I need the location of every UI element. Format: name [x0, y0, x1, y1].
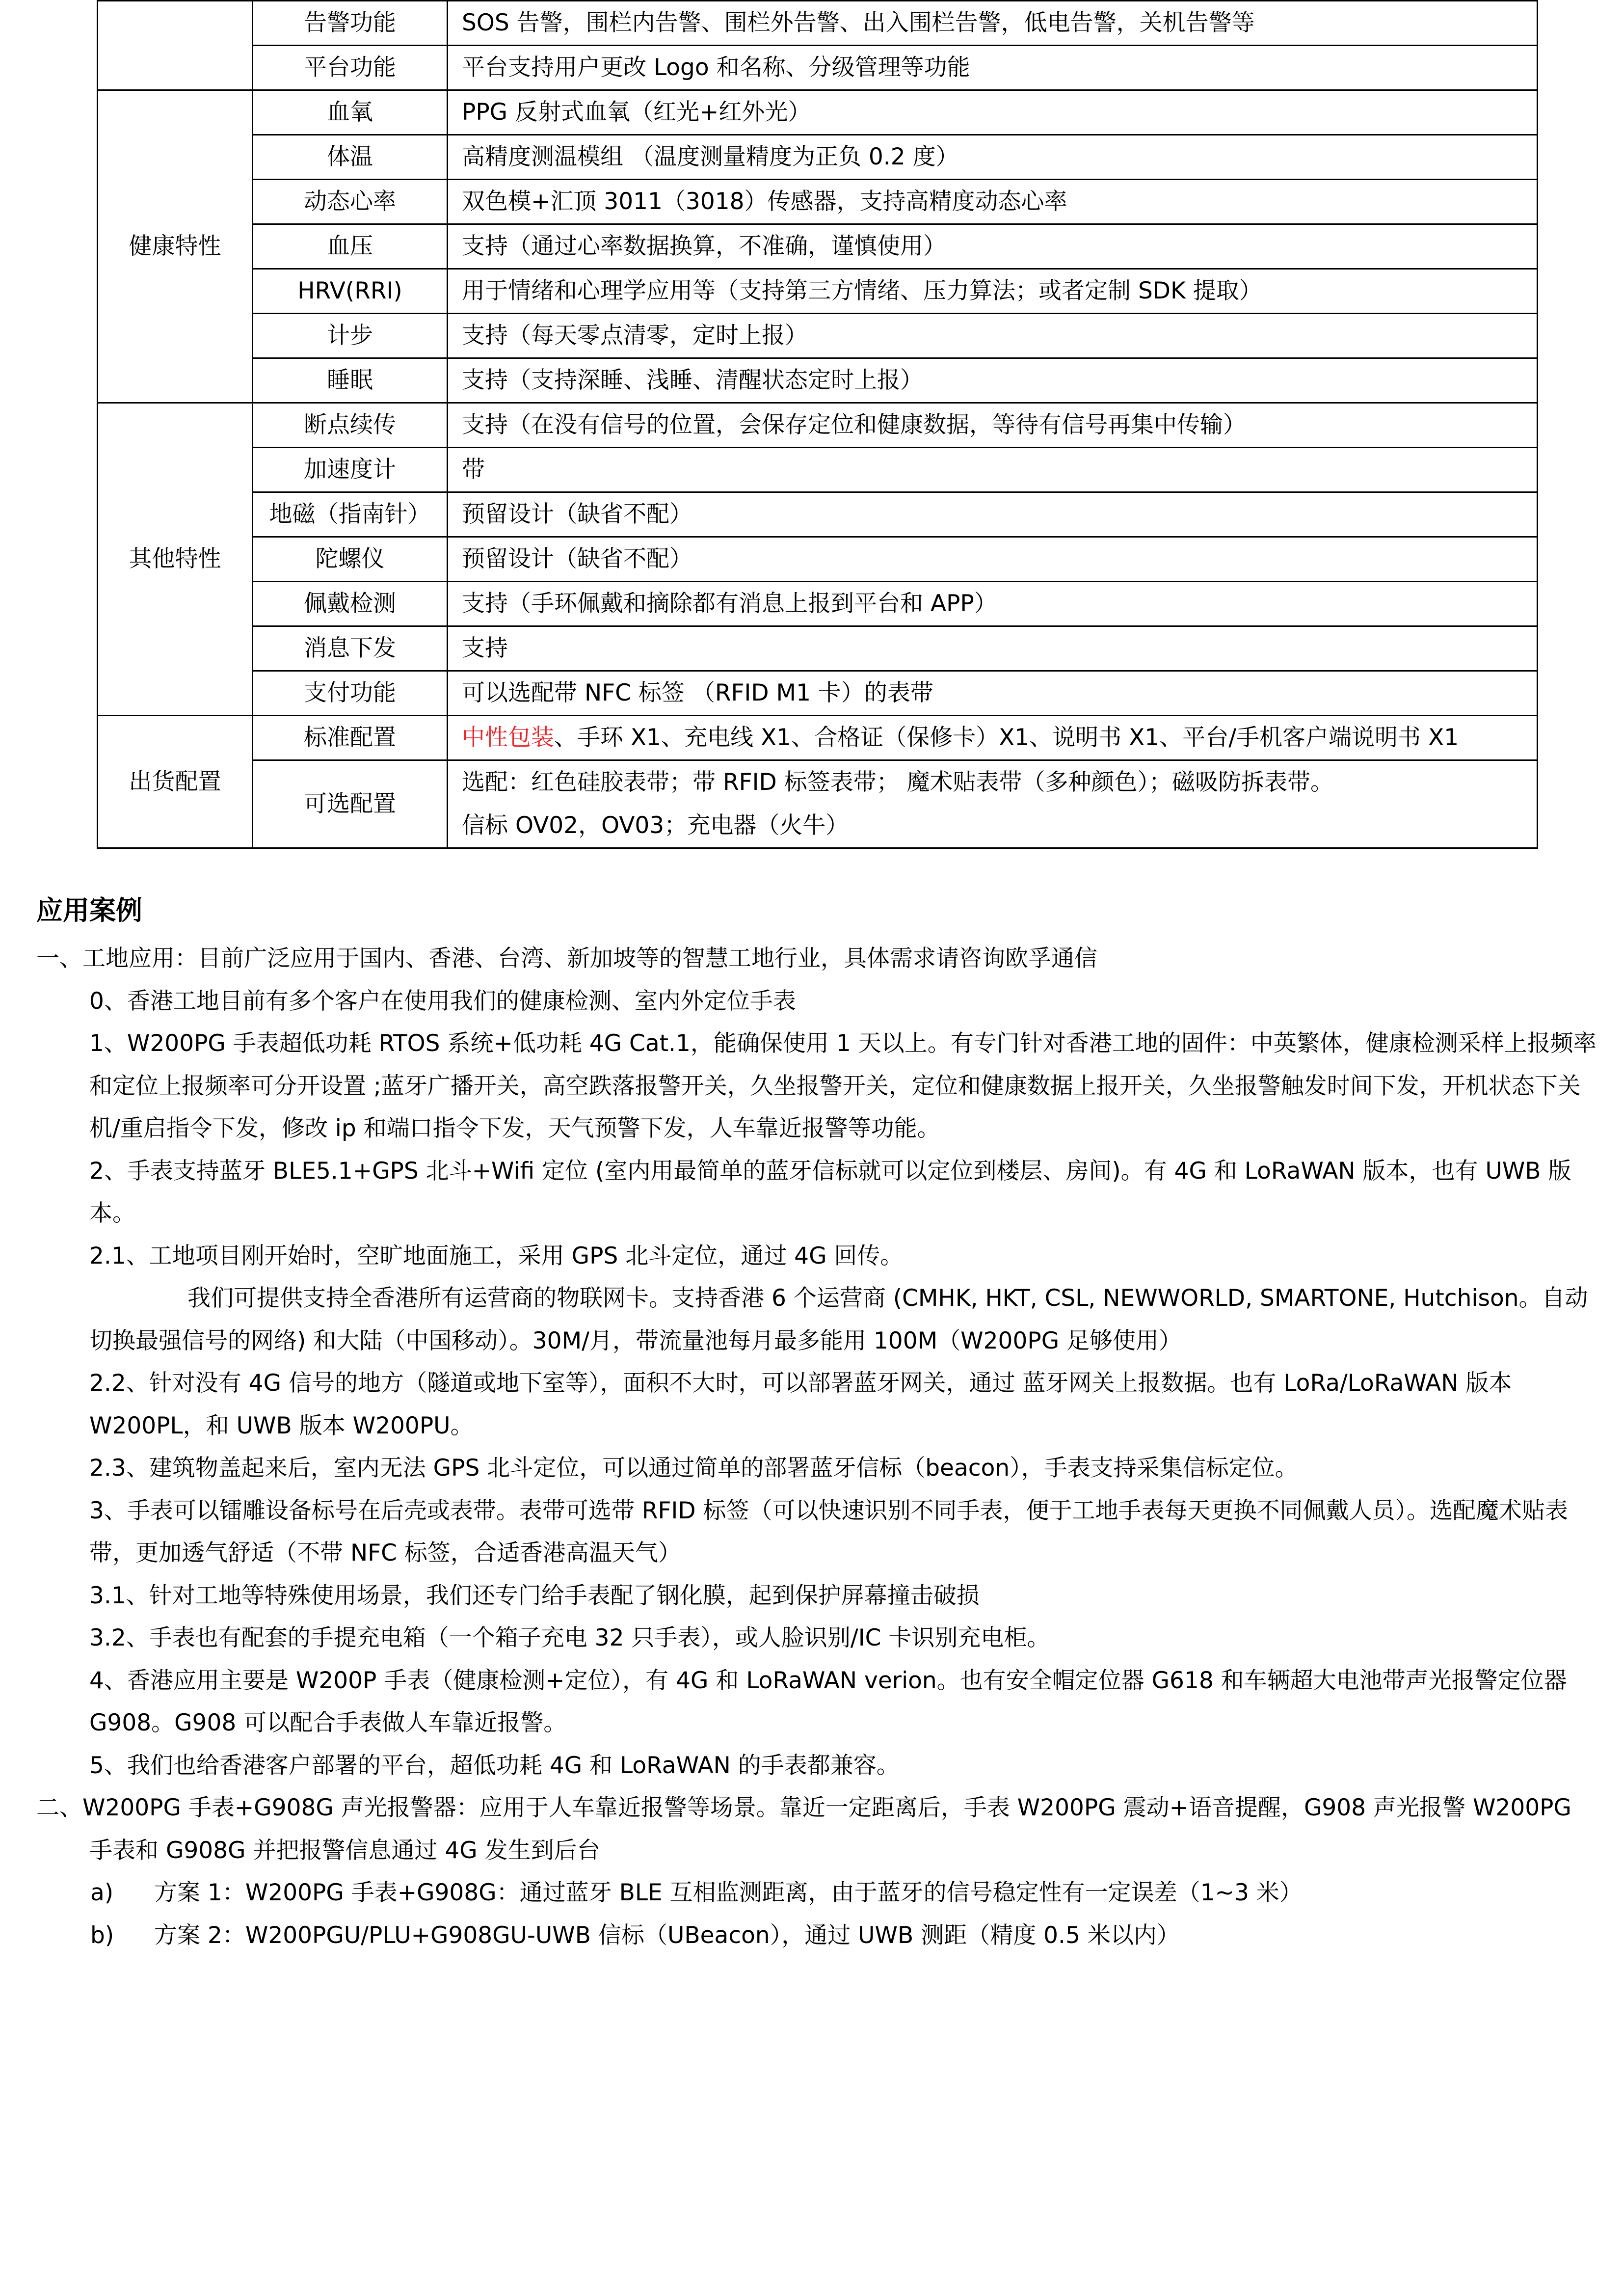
group-cell-health: 健康特性 [98, 90, 253, 403]
option-text: 方案 1：W200PG 手表+G908G：通过蓝牙 BLE 互相监测距离，由于蓝牙的信号稳定性有一定误差（1~3 米） [154, 1879, 1303, 1906]
feature-cell: 动态心率 [253, 180, 448, 224]
table-row [98, 671, 1538, 716]
feature-cell: 断点续传 [253, 403, 448, 448]
desc-cell: 支持（每天零点清零，定时上报） [448, 314, 1538, 358]
paragraph: 2.3、建筑物盖起来后，室内无法 GPS 北斗定位，可以通过简单的部署蓝牙信标（beacon），手表支持采集信标定位。 [89, 1455, 1298, 1482]
feature-cell: 地磁（指南针） [253, 492, 448, 537]
table-row [98, 403, 1538, 448]
table-row [98, 626, 1538, 671]
paragraph: 3.1、针对工地等特殊使用场景，我们还专门给手表配了钢化膜，起到保护屏幕撞击破损 [89, 1582, 980, 1609]
section-heading: 应用案例 [36, 895, 142, 926]
paragraph: 1、W200PG 手表超低功耗 RTOS 系统+低功耗 4G Cat.1，能确保使用 1 天以上。有专门针对香港工地的固件：中英繁体，健康检测采样上报频率和定位上报频率可分开设置 ;蓝牙广播开关，高空跌落报警开关，久坐报警开关，定位和健康数据上报开关，久坐报警触发时间下发，开机状态下关机/重启指令下发，修改 ip 和端口指令下发，天气预警下发，人车靠近报警等功能。 [89, 1030, 1596, 1142]
group-cell-other: 其他特性 [98, 403, 253, 716]
desc-cell: 预留设计（缺省不配） [448, 537, 1538, 582]
desc-cell-standard [448, 716, 1538, 760]
table-row [98, 716, 1538, 760]
table-row [98, 492, 1538, 537]
feature-cell: 告警功能 [253, 1, 448, 46]
feature-cell: 标准配置 [253, 716, 448, 760]
desc-cell: 带 [448, 448, 1538, 492]
paragraph: 2.1、工地项目刚开始时，空旷地面施工，采用 GPS 北斗定位，通过 4G 回传。 [89, 1242, 904, 1270]
desc-cell: 平台支持用户更改 Logo 和名称、分级管理等功能 [448, 46, 1538, 90]
section-2-title: 二、W200PG 手表+G908G 声光报警器：应用于人车靠近报警等场景。靠近一定距离后，手表 W200PG 震动+语音提醒，G908 声光报警 W200PG 手表和 G908G 并把报警信息通过 4G 发生到后台 [36, 1794, 1571, 1864]
paragraph: 5、我们也给香港客户部署的平台，超低功耗 4G 和 LoRaWAN 的手表都兼容。 [89, 1752, 900, 1779]
option-text: 方案 2：W200PGU/PLU+G908GU-UWB 信标（UBeacon），通过 UWB 测距（精度 0.5 米以内） [154, 1921, 1180, 1949]
paragraph: 4、香港应用主要是 W200P 手表（健康检测+定位），有 4G 和 LoRaWAN verion。也有安全帽定位器 G618 和车辆超大电池带声光报警定位器 G908。G908 可以配合手表做人车靠近报警。 [89, 1667, 1567, 1736]
feature-cell: 体温 [253, 135, 448, 180]
table-row [98, 180, 1538, 224]
desc-cell: 支持（在没有信号的位置，会保存定位和健康数据，等待有信号再集中传输） [448, 403, 1538, 448]
table-row [98, 224, 1538, 269]
desc-cell: 用于情绪和心理学应用等（支持第三方情绪、压力算法；或者定制 SDK 提取） [448, 269, 1538, 314]
table-row [98, 537, 1538, 582]
feature-cell: 睡眠 [253, 358, 448, 403]
desc-cell: 双色模+汇顶 3011（3018）传感器，支持高精度动态心率 [448, 180, 1538, 224]
section-1-title: 一、工地应用：目前广泛应用于国内、香港、台湾、新加坡等的智慧工地行业，具体需求请咨询欧孚通信 [36, 945, 1097, 972]
option-item [36, 1872, 1597, 1915]
option-label: b) [90, 1921, 114, 1949]
option-item [36, 1915, 1597, 1957]
paragraph: 我们可提供支持全香港所有运营商的物联网卡。支持香港 6 个运营商 (CMHK, HKT, CSL, NEWWORLD, SMARTONE, Hutchison。自动切换最强信号的网络) 和大陆（中国移动）。30M/月，带流量池每月最多能用 100M（W200PG 足够使用） [89, 1285, 1588, 1354]
table-row [98, 1, 1538, 46]
table-row [98, 760, 1538, 848]
optional-line-2: 信标 OV02，OV03；充电器（火牛） [462, 812, 849, 839]
optional-line-1: 选配：红色硅胶表带；带 RFID 标签表带； 魔术贴表带（多种颜色）；磁吸防拆表带。 [462, 769, 1334, 796]
feature-cell: HRV(RRI) [253, 269, 448, 314]
desc-cell: 预留设计（缺省不配） [448, 492, 1538, 537]
paragraph: 2、手表支持蓝牙 BLE5.1+GPS 北斗+Wifi 定位 (室内用最简单的蓝牙信标就可以定位到楼层、房间)。有 4G 和 LoRaWAN 版本，也有 UWB 版本。 [89, 1157, 1571, 1227]
desc-cell: 可以选配带 NFC 标签 （RFID M1 卡）的表带 [448, 671, 1538, 716]
desc-cell: 支持（通过心率数据换算，不准确，谨慎使用） [448, 224, 1538, 269]
feature-cell: 佩戴检测 [253, 582, 448, 626]
feature-cell: 陀螺仪 [253, 537, 448, 582]
feature-cell: 消息下发 [253, 626, 448, 671]
feature-cell: 平台功能 [253, 46, 448, 90]
paragraph: 3、手表可以镭雕设备标号在后壳或表带。表带可选带 RFID 标签（可以快速识别不同手表，便于工地手表每天更换不同佩戴人员）。选配魔术贴表带，更加透气舒适（不带 NFC 标签，合适香港高温天气） [89, 1497, 1569, 1567]
table-row [98, 314, 1538, 358]
desc-cell: 高精度测温模组 （温度测量精度为正负 0.2 度） [448, 135, 1538, 180]
group-cell-shipping: 出货配置 [98, 716, 253, 848]
table-row [98, 46, 1538, 90]
feature-cell: 血氧 [253, 90, 448, 135]
feature-cell: 血压 [253, 224, 448, 269]
desc-cell: PPG 反射式血氧（红光+红外光） [448, 90, 1538, 135]
paragraph: 0、香港工地目前有多个客户在使用我们的健康检测、室内外定位手表 [89, 987, 796, 1015]
table-row [98, 135, 1538, 180]
paragraph: 2.2、针对没有 4G 信号的地方（隧道或地下室等），面积不大时，可以部署蓝牙网关，通过 蓝牙网关上报数据。也有 LoRa/LoRaWAN 版本 W200PL，和 UWB 版本 W200PU。 [89, 1370, 1512, 1439]
desc-cell: 支持 [448, 626, 1538, 671]
desc-cell-optional [448, 760, 1538, 848]
standard-rest-text: 、手环 X1、充电线 X1、合格证（保修卡）X1、说明书 X1、平台/手机客户端说明书 X1 [554, 724, 1459, 751]
table-row [98, 358, 1538, 403]
group-cell-empty [98, 1, 253, 90]
feature-cell: 支付功能 [253, 671, 448, 716]
table-row [98, 448, 1538, 492]
desc-cell: SOS 告警，围栏内告警、围栏外告警、出入围栏告警，低电告警，关机告警等 [448, 1, 1538, 46]
highlight-text: 中性包装 [462, 724, 554, 751]
paragraph: 3.2、手表也有配套的手提充电箱（一个箱子充电 32 只手表），或人脸识别/IC 卡识别充电柜。 [89, 1624, 1050, 1651]
table-row [98, 90, 1538, 135]
option-label: a) [90, 1879, 114, 1906]
feature-cell: 计步 [253, 314, 448, 358]
feature-cell: 可选配置 [253, 760, 448, 848]
application-cases [36, 889, 1597, 1957]
feature-cell: 加速度计 [253, 448, 448, 492]
desc-cell: 支持（手环佩戴和摘除都有消息上报到平台和 APP） [448, 582, 1538, 626]
table-row [98, 269, 1538, 314]
table-row [98, 582, 1538, 626]
spec-table [97, 0, 1538, 849]
desc-cell: 支持（支持深睡、浅睡、清醒状态定时上报） [448, 358, 1538, 403]
